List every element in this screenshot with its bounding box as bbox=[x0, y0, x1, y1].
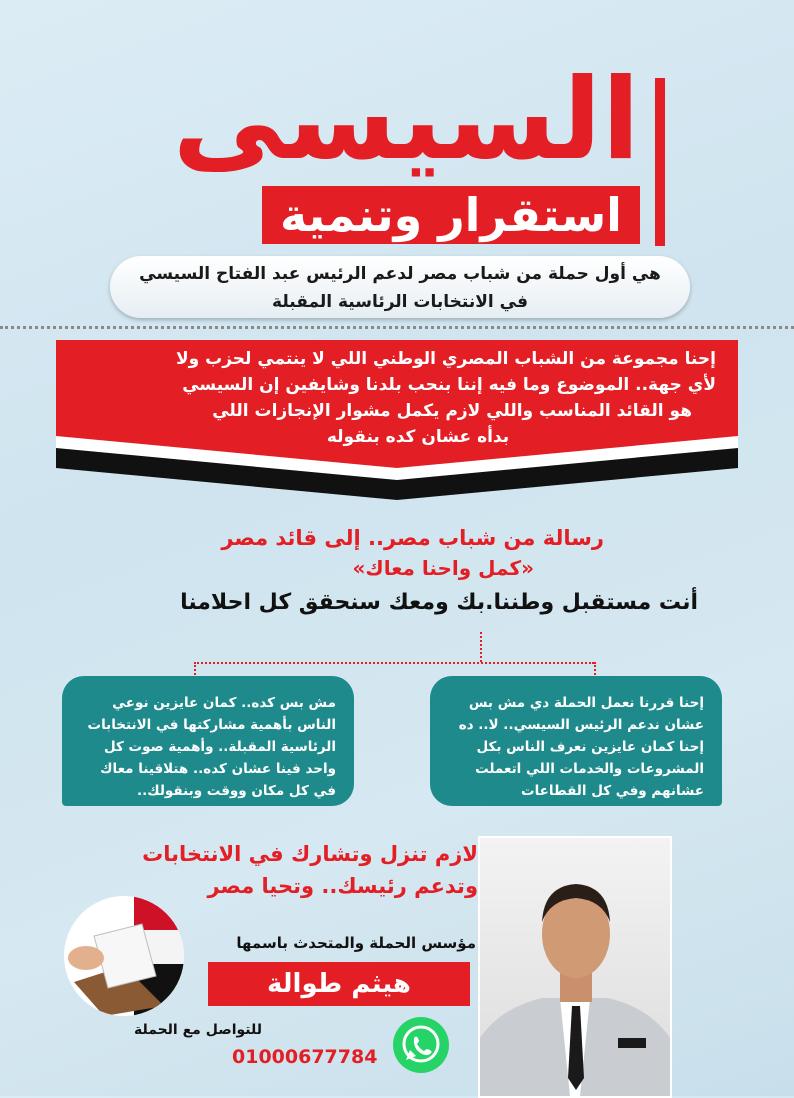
intro-pill bbox=[110, 256, 690, 318]
phone-number[interactable]: 01000677784 bbox=[232, 1046, 378, 1068]
founder-photo bbox=[478, 836, 672, 1098]
speech-bubble-left bbox=[62, 676, 354, 806]
speech-bubble-right bbox=[430, 676, 722, 806]
whatsapp-icon[interactable] bbox=[392, 1016, 450, 1074]
bubble-line: عشانهم وفي كل القطاعات bbox=[521, 783, 704, 799]
message-heading: رسالة من شباب مصر.. إلى قائد مصر bbox=[221, 526, 604, 550]
banner-line: بدأه عشان كده بنقوله bbox=[326, 427, 510, 447]
ballot-image bbox=[64, 896, 184, 1016]
banner-line: هو القائد المناسب واللي لازم يكمل مشوار الإنجازات اللي bbox=[212, 401, 692, 421]
slogan-box bbox=[262, 186, 640, 244]
cta-line-2: وتدعم رئيسك.. وتحيا مصر bbox=[207, 874, 478, 898]
dotted-divider bbox=[0, 326, 794, 329]
bubble-line: الناس بأهمية مشاركتها في الانتخابات bbox=[87, 717, 336, 733]
intro-line-2: في الانتخابات الرئاسية المقبلة bbox=[272, 292, 528, 312]
message-quote: «كمل واحنا معاك» bbox=[352, 556, 534, 580]
cta-line-1: لازم تنزل وتشارك في الانتخابات bbox=[142, 842, 478, 866]
bubble-line: عشان ندعم الرئيس السيسي.. لا.. ده bbox=[458, 717, 704, 733]
bubble-line: إحنا قررنا نعمل الحملة دي مش بس bbox=[468, 695, 704, 711]
contact-label: للتواصل مع الحملة bbox=[133, 1022, 262, 1038]
bubble-line: الرئاسية المقبلة.. وأهمية صوت كل bbox=[103, 739, 336, 755]
founder-name: هيثم طوالة bbox=[267, 969, 411, 999]
banner-text bbox=[80, 346, 716, 450]
connector-horizontal bbox=[194, 662, 594, 664]
founder-role: مؤسس الحملة والمتحدث باسمها bbox=[236, 934, 476, 952]
connector-vertical bbox=[480, 632, 482, 662]
founder-name-box bbox=[208, 962, 470, 1006]
banner-line: إحنا مجموعة من الشباب المصري الوطني اللي لا ينتمي لحزب ولا bbox=[176, 349, 716, 369]
bubble-line: إحنا كمان عايزين نعرف الناس بكل bbox=[476, 739, 704, 755]
slogan-text: استقرار وتنمية bbox=[280, 188, 622, 242]
title-accent-bar bbox=[655, 78, 665, 246]
bubble-line: واحد فينا عشان كده.. هتلاقينا معاك bbox=[100, 761, 336, 777]
banner-line: لأي جهة.. الموضوع وما فيه إننا بنحب بلدنا وشايفين إن السيسي bbox=[182, 375, 716, 395]
intro-line-1: هي أول حملة من شباب مصر لدعم الرئيس عبد الفتاح السيسي bbox=[139, 264, 661, 284]
message-line: أنت مستقبل وطننا.بك ومعك سنحقق كل احلامنا bbox=[180, 590, 698, 615]
bubble-line: في كل مكان ووقت وبنقولك.. bbox=[137, 783, 336, 799]
bubble-line: مش بس كده.. كمان عايزين نوعي bbox=[112, 695, 336, 711]
bubble-line: المشروعات والخدمات اللي اتعملت bbox=[475, 761, 704, 777]
campaign-title: السيسى bbox=[172, 55, 640, 185]
